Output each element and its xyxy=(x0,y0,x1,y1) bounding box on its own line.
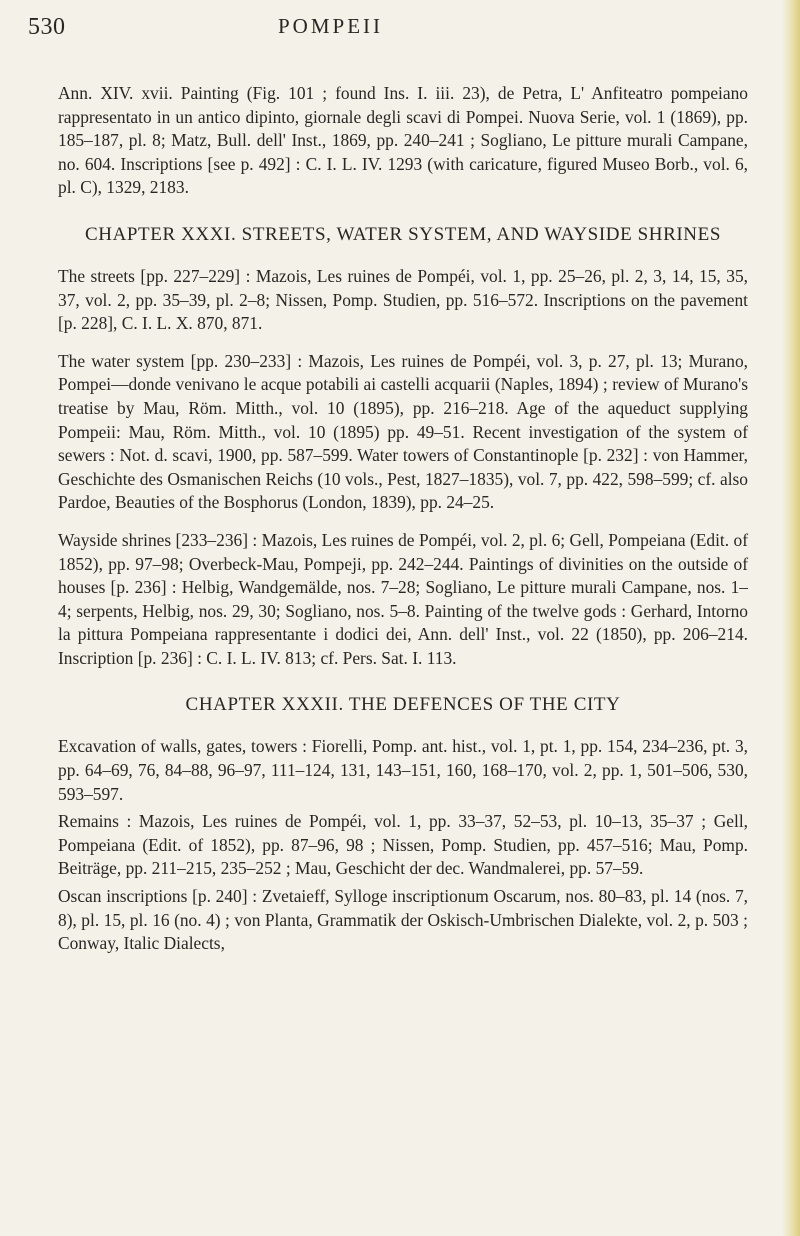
page-header xyxy=(28,8,748,48)
chapter-heading-32: CHAPTER XXXII. THE DEFENCES OF THE CITY xyxy=(185,694,621,716)
paragraph-water-system: The water system [pp. 230–233] : Mazois, Les ruines de Pompéi, vol. 3, p. 27, pl. 13; Murano, Pompei—donde venivano le acque potabili ai castelli acquarii (Naples, 1894) ; review of Murano's treatise by Mau, Röm. Mitth., vol. 10 (1895), pp. 216–218. Age of the aqueduct supplying Pompeii: Mau, Röm. Mitth., vol. 10 (1895) pp. 49–51. Recent investigation of the system of sewers : Not. d. scavi, 1900, pp. 587–599. Water towers of Constantinople [p. 232] : von Hammer, Geschichte des Osmanischen Reichs (10 vols., Pest, 1827–1835), vol. 7, pp. 422, 598–599; cf. also Pardoe, Beauties of the Bosphorus (London, 1839), pp. 24–25. xyxy=(58,350,748,513)
paragraph-oscan-inscriptions: Oscan inscriptions [p. 240] : Zvetaieff, Sylloge inscriptionum Oscarum, nos. 80–83, pl. 14 (nos. 7, 8), pl. 15, pl. 16 (no. 4) ; von Planta, Grammatik der Oskisch-Umbrischen Dialekte, vol. 2, p. 503 ; Conway, Italic Dialects, xyxy=(58,886,748,954)
paragraph-wayside-shrines: Wayside shrines [233–236] : Mazois, Les ruines de Pompéi, vol. 2, pl. 6; Gell, Pompeiana (Edit. of 1852), pp. 97–98; Overbeck-Mau, Pompeji, pp. 242–244. Paintings of divinities on the outside of houses [p. 236] : Helbig, Wandgemälde, nos. 7–28; Sogliano, Le pitture murali Campane, nos. 1–4; serpents, Helbig, nos. 29, 30; Sogliano, nos. 5–8. Painting of the twelve gods : Gerhard, Intorno la pittura Pompeiana rappresentante i dodici dei, Ann. dell' Inst., vol. 22 (1850), pp. 206–214. Inscription [p. 236] : C. I. L. IV. 813; cf. Pers. Sat. I. 113. xyxy=(58,529,748,668)
page-edge-stain xyxy=(782,0,800,1236)
page-number: 530 xyxy=(28,14,66,40)
paragraph-remains: Remains : Mazois, Les ruines de Pompéi, vol. 1, pp. 33–37, 52–53, pl. 10–13, 35–37 ; Gell, Pompeiana (Edit. of 1852), pp. 87–96, 98 ; Nissen, Pomp. Studien, pp. 457–516; Mau, Pomp. Beiträge, pp. 211–215, 235–252 ; Mau, Geschicht der dec. Wandmalerei, pp. 57–59. xyxy=(58,811,748,879)
paragraph-excavation: Excavation of walls, gates, towers : Fiorelli, Pomp. ant. hist., vol. 1, pt. 1, pp. 154, 234–236, pt. 3, pp. 64–69, 76, 84–88, 96–97, 111–124, 131, 143–151, 160, 168–170, vol. 2, pp. 1, 501–506, 530, 593–597. xyxy=(58,736,748,804)
chapter-heading-31: CHAPTER XXXI. STREETS, WATER SYSTEM, AND WAYSIDE SHRINES xyxy=(84,223,722,245)
running-head: POMPEII xyxy=(278,14,384,38)
paragraph-streets: The streets [pp. 227–229] : Mazois, Les ruines de Pompéi, vol. 1, pp. 25–26, pl. 2, 3, 14, 15, 35, 37, vol. 2, pp. 35–39, pl. 2–8; Nissen, Pomp. Studien, pp. 516–572. Inscriptions on the pavement [p. 228], C. I. L. X. 870, 871. xyxy=(58,265,748,334)
paragraph-painting-amphitheatre: Ann. XIV. xvii. Painting (Fig. 101 ; found Ins. I. iii. 23), de Petra, L' Anfiteatro pompeiano rappresentato in un antico dipinto, giornale degli scavi di Pompei. Nuova Serie, vol. 1 (1869), pp. 185–187, pl. 8; Matz, Bull. dell' Inst., 1869, pp. 240–241 ; Sogliano, Le pitture murali Campane, no. 604. Inscriptions [see p. 492] : C. I. L. IV. 1293 (with caricature, figured Museo Borb., vol. 6, pl. C), 1329, 2183. xyxy=(58,83,748,198)
bibliography-body xyxy=(58,82,748,960)
